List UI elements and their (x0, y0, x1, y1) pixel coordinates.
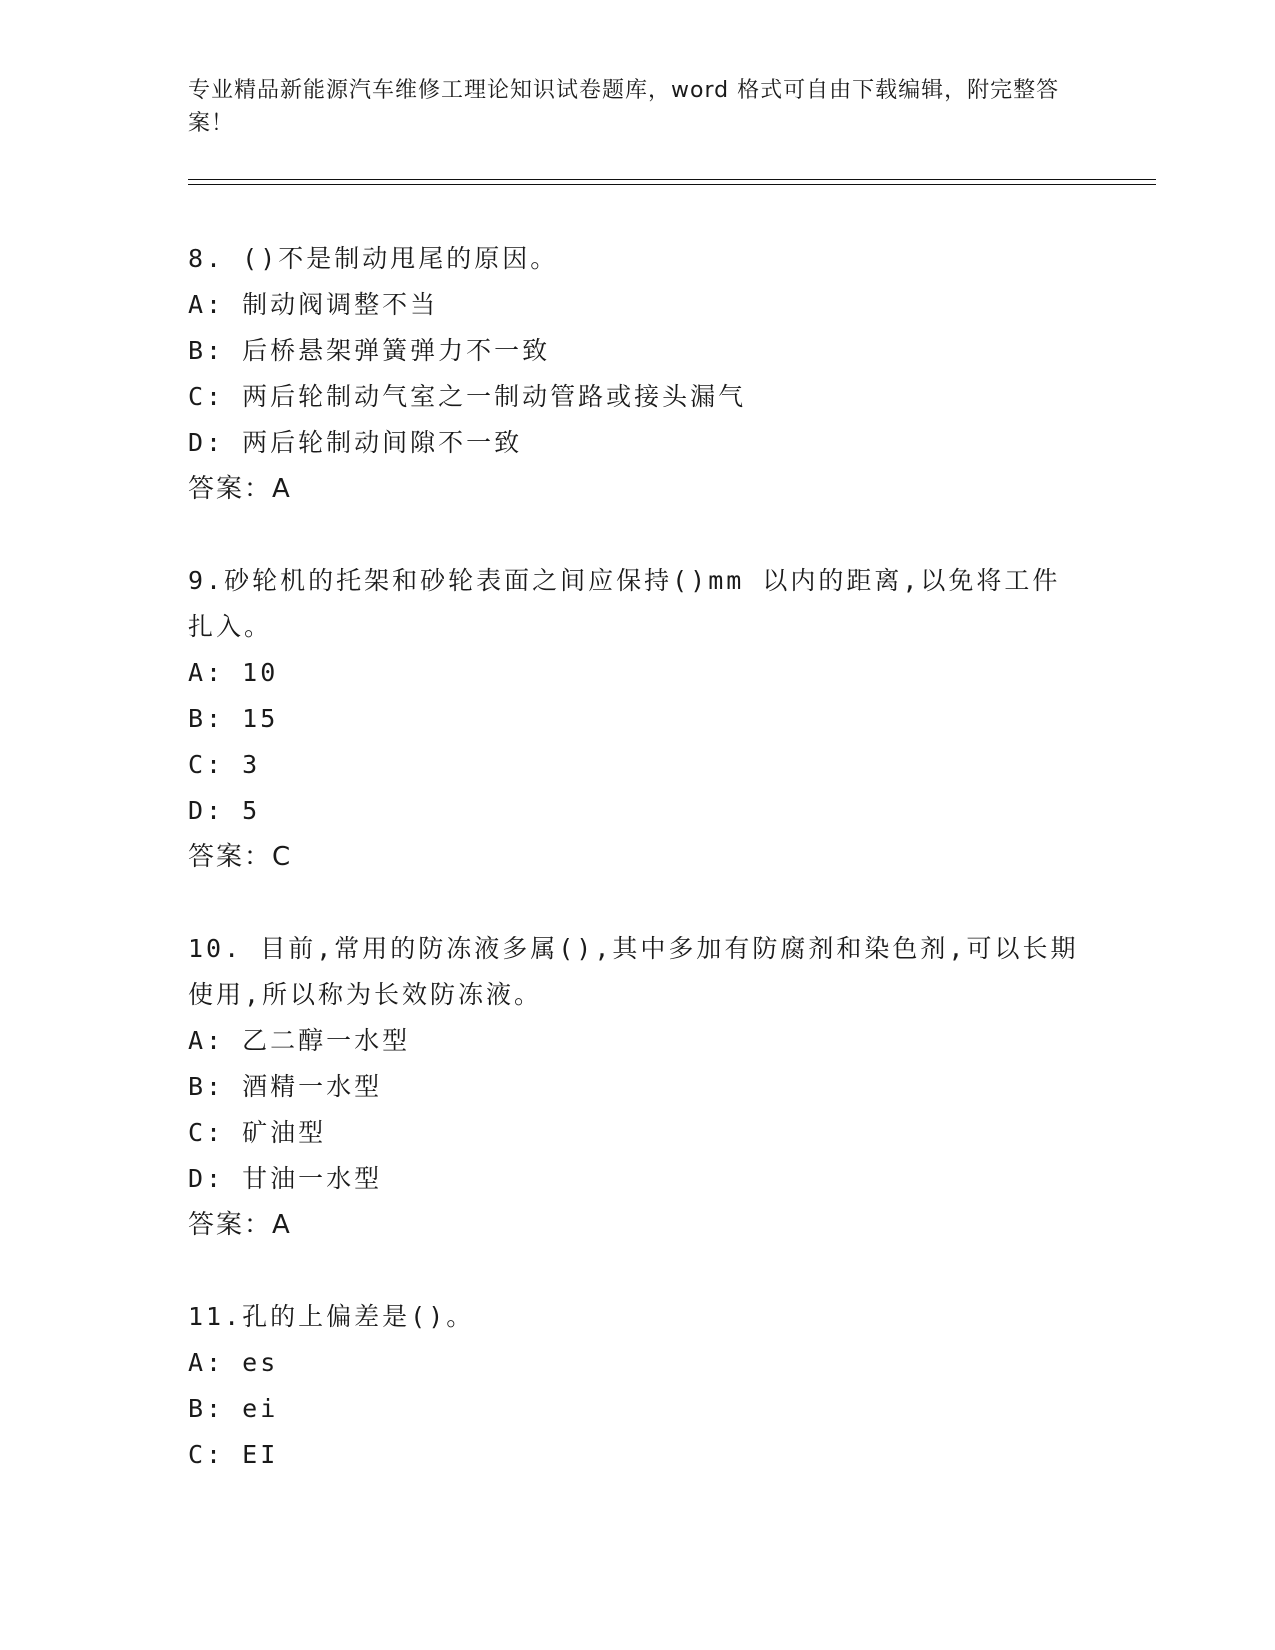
question-stem-line-1: 10. 目前,常用的防冻液多属(),其中多加有防腐剂和染色剂,可以长期 (188, 934, 1079, 963)
option-d: D: 两后轮制动间隙不一致 (188, 428, 523, 457)
question-stem-line-2: 扎入。 (188, 612, 273, 641)
option-b: B: 后桥悬架弹簧弹力不一致 (188, 336, 551, 365)
option-d: D: 5 (188, 796, 261, 825)
answer: 答案：C (188, 842, 293, 872)
option-a: A: es (188, 1348, 279, 1377)
header-divider-top (188, 179, 1156, 180)
option-a: A: 乙二醇一水型 (188, 1026, 411, 1055)
option-a: A: 10 (188, 658, 279, 687)
option-c: C: 两后轮制动气室之一制动管路或接头漏气 (188, 382, 747, 411)
document-header: 专业精品新能源汽车维修工理论知识试卷题库，word 格式可自由下载编辑，附完整答案！ (188, 78, 1060, 136)
option-b: B: ei (188, 1394, 279, 1423)
option-c: C: 矿油型 (188, 1118, 327, 1147)
question-stem: 11.孔的上偏差是()。 (188, 1302, 475, 1331)
question-stem-line-1: 9.砂轮机的托架和砂轮表面之间应保持()mm 以内的距离,以免将工件 (188, 566, 1061, 595)
question-9 (188, 558, 1088, 880)
question-stem: 8. ()不是制动甩尾的原因。 (188, 244, 559, 273)
header-divider-bottom (188, 184, 1156, 185)
option-a: A: 制动阀调整不当 (188, 290, 439, 319)
option-b: B: 15 (188, 704, 279, 733)
option-c: C: 3 (188, 750, 261, 779)
question-11 (188, 1294, 1088, 1478)
question-8 (188, 236, 1088, 512)
option-d: D: 甘油一水型 (188, 1164, 383, 1193)
answer: 答案：A (188, 1210, 292, 1240)
question-list (188, 236, 1088, 1524)
option-b: B: 酒精一水型 (188, 1072, 383, 1101)
answer: 答案：A (188, 474, 292, 504)
question-stem-line-2: 使用,所以称为长效防冻液。 (188, 980, 543, 1009)
question-10 (188, 926, 1088, 1248)
option-c: C: EI (188, 1440, 279, 1469)
